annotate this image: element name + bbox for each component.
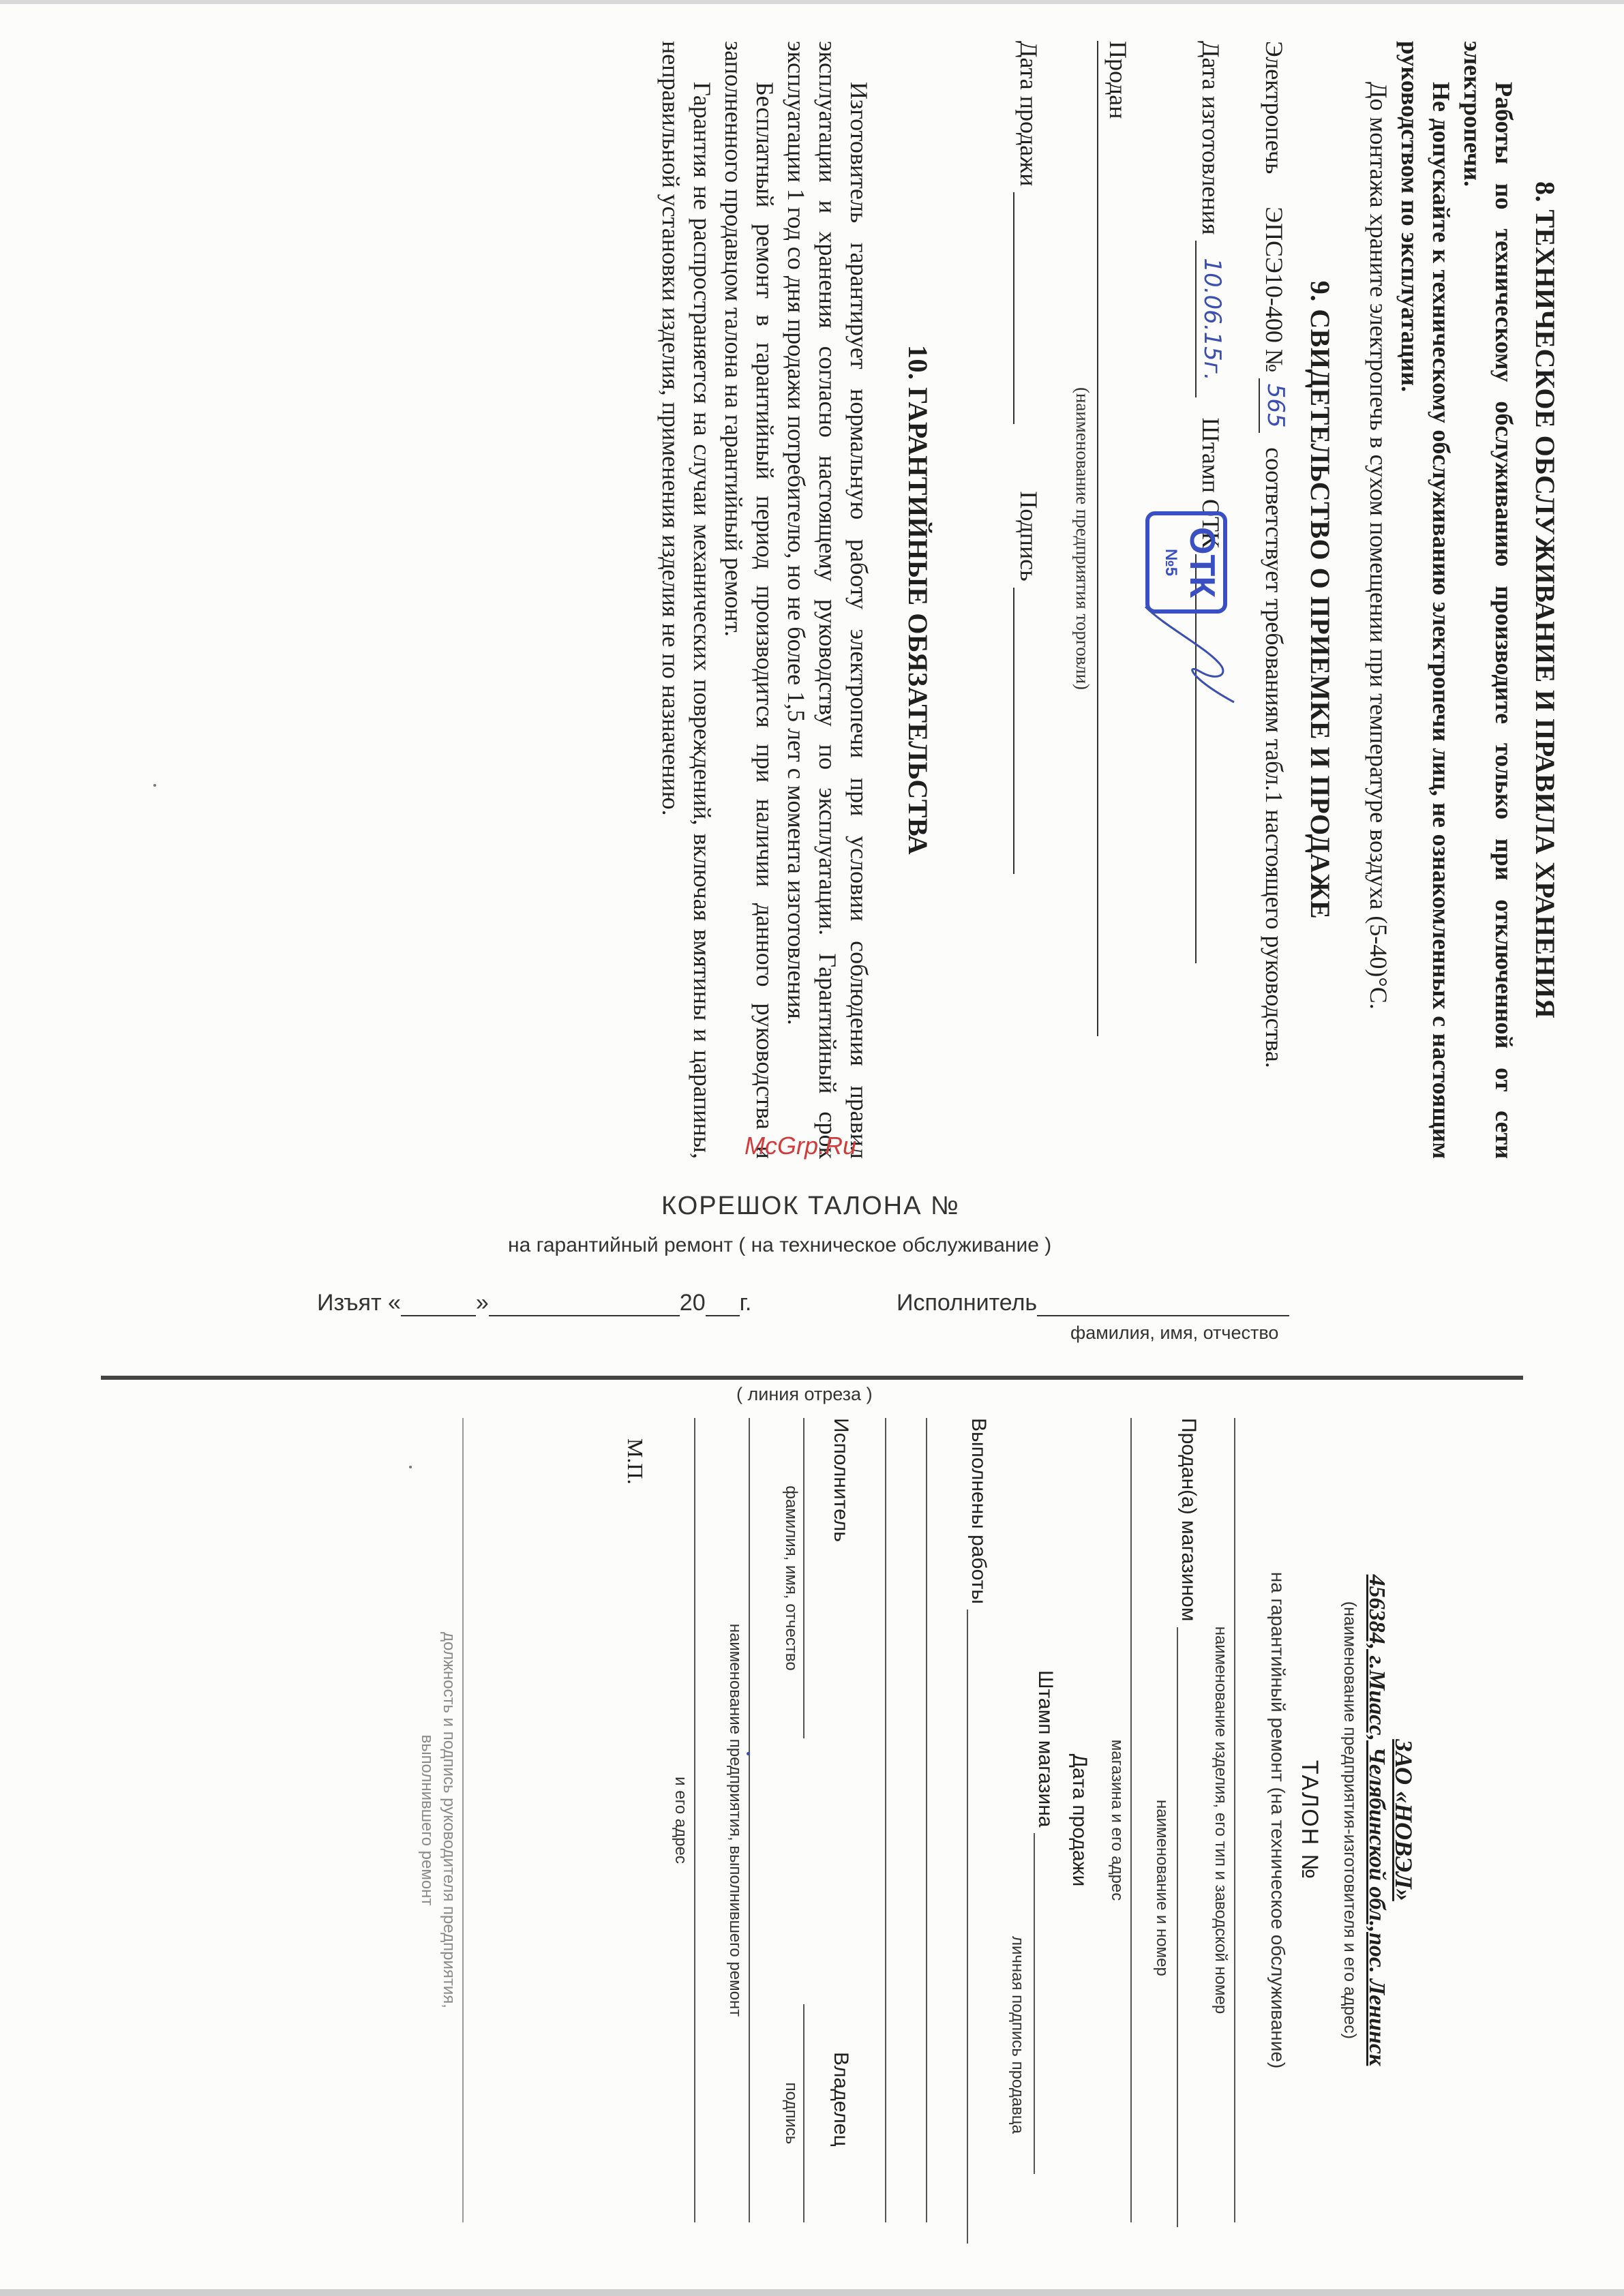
stub-month-field (489, 1315, 680, 1316)
repair-org-line-2 (694, 1418, 695, 2222)
electro-label: Электропечь (1261, 41, 1288, 175)
otk-signature (1139, 600, 1248, 709)
section-10-paragraph-1: Изготовитель гарантирует нормальную работу электропечи при условии соблюдения правил эксплуатации и хранения согласно настоящему руководству по эксплуатации. Гарантийный срок эксплуатации 1 год со дня продажи потребителю, но не более 1,5 лет с момента изготовления. (783, 41, 873, 1159)
otk-stamp-number: №5 (1162, 548, 1180, 577)
sold-by-row (1177, 1418, 1200, 2222)
mfg-date-handwritten: 10.06.15г. (1199, 258, 1226, 381)
stub-title: КОРЕШОК ТАЛОНА № (661, 1192, 960, 1220)
shop-line (1130, 1418, 1132, 2222)
shop-stamp-row (1034, 1670, 1057, 2174)
section-8-paragraph-1: Работы по техническому обслуживанию производите только при отключенной от сети электропечи. (1459, 41, 1518, 1159)
executor-owner-row (829, 1418, 852, 2222)
stub-executor-field (1037, 1315, 1289, 1316)
shop-caption: наименование и номер (1153, 1800, 1171, 1976)
seller-signature-field (1034, 1833, 1035, 2174)
scan-edge-top (0, 0, 1624, 4)
mfg-date-label: Дата изготовления (1197, 41, 1224, 235)
stub-executor-row (897, 1290, 1289, 1316)
sale-date-row (1013, 41, 1044, 1159)
trade-org-line (1097, 41, 1098, 1036)
executor-fio-line (803, 1418, 805, 1738)
head-sign-caption-2: выполнившего ремонт (418, 1734, 436, 1906)
cut-line (101, 1376, 1523, 1380)
section-10-title: 10. ГАРАНТИЙНЫЕ ОБЯЗАТЕЛЬСТВА (903, 344, 933, 856)
section-8 (1363, 41, 1561, 1159)
scan-speck (409, 1466, 412, 1468)
manual-sections-block (280, 41, 1561, 1159)
mfg-date-field (1195, 241, 1229, 397)
shop-stamp-label: Штамп магазина (1034, 1670, 1057, 1828)
signature-label: Подпись (1015, 491, 1042, 581)
sale-date-label: Дата продажи (1015, 41, 1042, 187)
executor-fio-caption: фамилия, имя, отчество (782, 1485, 800, 1671)
warranty-coupon (177, 1418, 1418, 2222)
section-9-title: 9. СВИДЕТЕЛЬСТВО О ПРИЕМКЕ И ПРОДАЖЕ (1305, 280, 1336, 920)
otk-stamp (1145, 511, 1227, 614)
cut-line-label: ( линия отреза ) (736, 1384, 873, 1404)
work-row (967, 1418, 990, 2222)
owner-label: Владелец (830, 2052, 852, 2147)
otk-label: Штамп ОТК (1197, 417, 1224, 548)
work-line-2 (926, 1418, 927, 2222)
stub-subtitle: на гарантийный ремонт ( на техническое обслуживание ) (508, 1234, 1052, 1256)
executor-label: Исполнитель (830, 1418, 852, 1542)
scan-speck (153, 784, 156, 787)
product-line (1234, 1418, 1235, 2222)
stub-executor-caption: фамилия, имя, отчество (1070, 1323, 1279, 1343)
section-10 (655, 41, 934, 1159)
stub-withdrawn-label: Изъят « (317, 1290, 401, 1316)
coupon-subtitle: на гарантийный ремонт (на техническое обслуживание) (1267, 1571, 1289, 2069)
section-10-paragraph-2: Бесплатный ремонт в гарантийный период производится при наличии данного руководства и заполненного продавцом талона на гарантийный ремонт. (720, 41, 779, 1159)
repair-org-caption: наименование предприятия, выполнившего ремонт (726, 1623, 745, 2017)
stub-withdrawn-row (317, 1290, 751, 1316)
stub-year-prefix: 20 (679, 1290, 706, 1316)
shop-caption-2: магазина и его адрес (1108, 1739, 1126, 1901)
sold-by-field (1177, 1627, 1178, 2227)
repair-org-caption-2: и его адрес (672, 1777, 690, 1864)
conformity-text: соответствует требованиям табл.1 настоящего руководства. (1261, 447, 1288, 1068)
coupon-address-caption: (наименование предприятия-изготовителя и его адрес) (1340, 1601, 1359, 2040)
serial-field (1259, 378, 1292, 433)
scan-speck (747, 1752, 750, 1755)
stub-year-suffix: г. (739, 1290, 752, 1316)
coupon-sale-date: Дата продажи (1068, 1753, 1091, 1887)
model-text: ЭПСЭ10-400 № (1261, 207, 1288, 373)
trade-org-caption: (наименование предприятия торговли) (1072, 387, 1093, 691)
electro-row (1259, 41, 1292, 1159)
coupon-company: ЗАО «НОВЭЛ» (1390, 1739, 1417, 1901)
coupon-address: 456384, г.Миасс, Челябинской обл.,пос. Ленинск (1364, 1574, 1389, 2066)
seller-signature-caption: личная подпись продавца (1008, 1936, 1027, 2134)
stub-day-field (401, 1315, 476, 1316)
section-10-paragraph-3: Гарантия не распространяется на случаи механических повреждений, включая вмятины и царапины, неправильной установки изделия, применения изделия не по назначению. (657, 41, 716, 1159)
work-line-3 (885, 1418, 886, 2222)
sold-row (1102, 41, 1134, 1159)
owner-sign-caption: подпись (782, 2082, 800, 2145)
coupon-title: ТАЛОН № (1297, 1759, 1323, 1881)
sold-label: Продан (1104, 41, 1132, 119)
otk-stamp-text: ОТК (1182, 527, 1222, 598)
owner-sign-line (803, 2004, 805, 2222)
serial-handwritten: 565 (1262, 383, 1289, 428)
section-8-title: 8. ТЕХНИЧЕСКОЕ ОБСЛУЖИВАНИЕ И ПРАВИЛА ХРАНЕНИЯ (1530, 181, 1561, 1019)
sold-by-label: Продан(а) магазином (1177, 1418, 1200, 1622)
stub-year-field (706, 1315, 740, 1316)
stub-executor-label: Исполнитель (897, 1290, 1038, 1316)
scan-edge-bottom (0, 2289, 1624, 2296)
watermark: McGrp.Ru (745, 1132, 857, 1160)
section-9 (1013, 41, 1336, 1159)
product-caption: наименование изделия, его тип и заводской номер (1212, 1626, 1230, 2014)
work-label: Выполнены работы (967, 1418, 990, 1604)
section-8-paragraph-3: До монтажа храните электропечь в сухом помещении при температуре воздуха (5-40)°С. (1365, 82, 1392, 1010)
mp-label: М.П. (623, 1438, 648, 1485)
stub-quote-close: » (475, 1290, 489, 1316)
section-8-paragraph-2: Не допускайте к техническому обслуживанию электропечи лиц, не ознакомленных с настоящим руководством по эксплуатации. (1396, 41, 1455, 1159)
coupon-stub (102, 1186, 1520, 1391)
head-sign-caption: должность и подпись руководителя предприятия, (440, 1632, 458, 2008)
work-field-1 (967, 1610, 968, 2244)
repair-org-line (749, 1418, 750, 2222)
head-sign-line (462, 1418, 464, 2222)
signature-field (1013, 588, 1014, 874)
sale-date-field (1013, 192, 1014, 424)
